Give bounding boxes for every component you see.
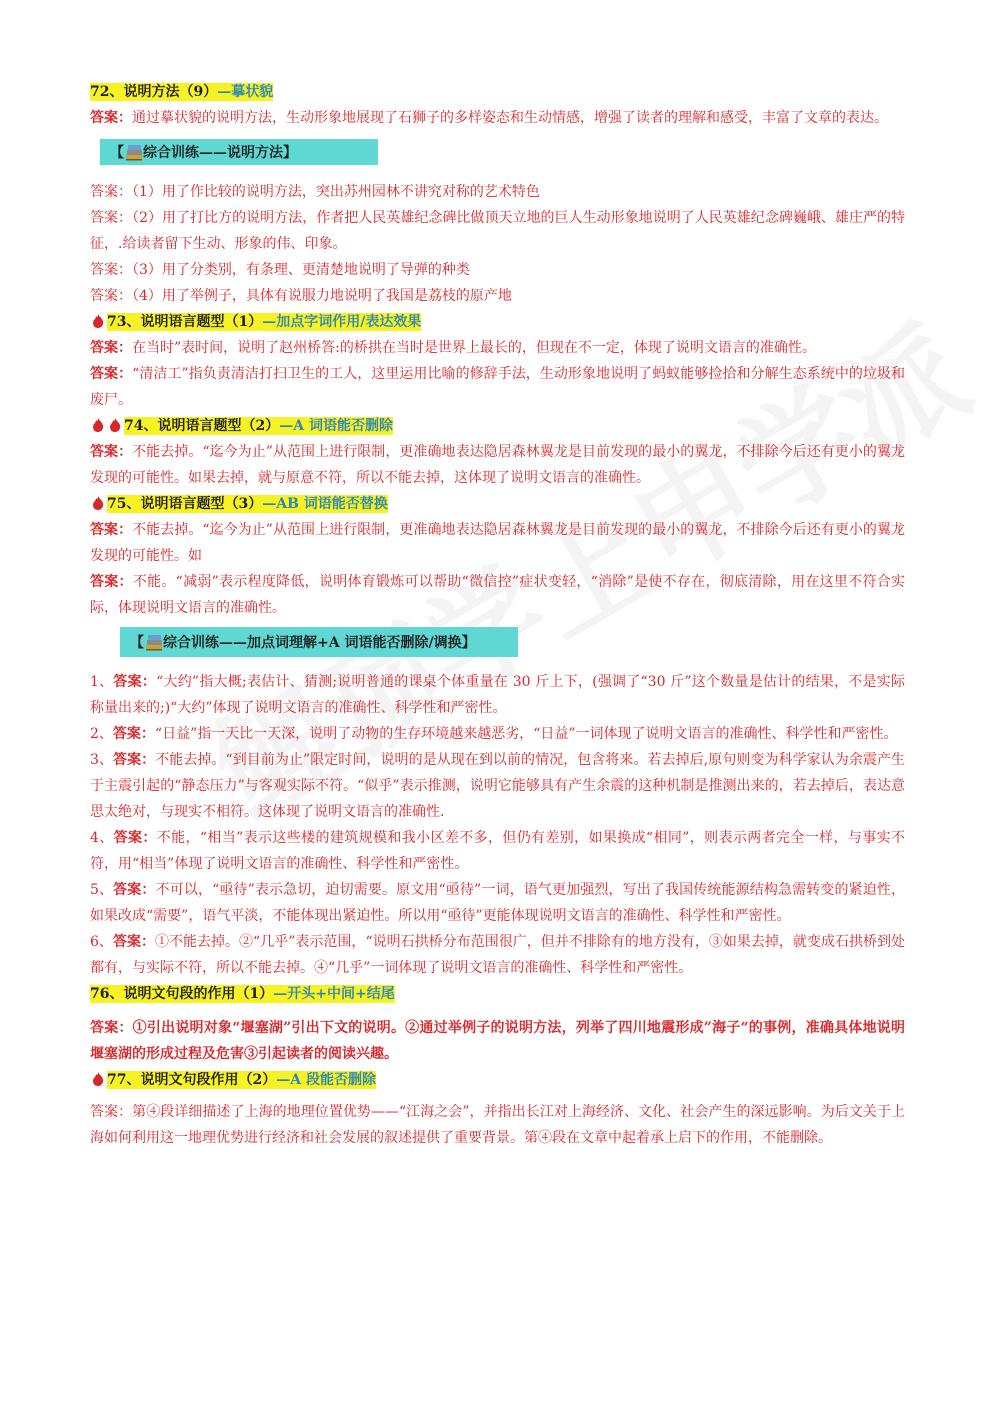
exercise1-answer-4: 答案：（4）用了举例子，具体有说服力地说明了我国是荔枝的原产地 (90, 288, 512, 304)
answer-text: 不能。“减弱”表示程度降低，说明体育锻炼可以帮助“微信控”症状变轻，“消除”是使不存在，彻底清除，用在这里不符合实际，体现说明文语言的准确性。 (90, 574, 905, 616)
answer-label: 答案： (112, 934, 155, 950)
flame-icon (90, 311, 106, 325)
answer-text: “日益”指一天比一天深，说明了动物的生存环境越来越恶劣，“日益”一词体现了说明文语言的准确性、科学性和严密性。 (154, 726, 898, 742)
exercise2-answer-3 (90, 747, 905, 825)
answer-label: 答案： (90, 444, 133, 460)
heading-74-num: 74、说明语言题型（2） (124, 418, 280, 434)
heading-77-sub: —A 段能否删除 (276, 1072, 376, 1088)
answer-label: 答案： (90, 340, 132, 356)
flame-icon (107, 415, 123, 429)
heading-76-num: 76、说明文句段的作用（1） (90, 986, 274, 1002)
banner-title: 综合训练——说明方法】 (143, 145, 297, 161)
item-number: 5、 (90, 882, 114, 898)
heading-75 (90, 491, 905, 517)
heading-72-num: 72、说明方法（9） (90, 84, 218, 100)
heading-77-num: 77、说明文句段作用（2） (107, 1072, 277, 1088)
heading-72-sub: —摹状貌 (217, 84, 274, 100)
banner-bracket: 【 (110, 145, 124, 161)
item-number: 1、 (90, 674, 114, 690)
exercise2-answer-1 (90, 669, 905, 721)
item-number: 4、 (90, 830, 114, 846)
answer-label: 答案： (90, 522, 133, 538)
answer-75-1 (90, 517, 905, 569)
answer-label: 答案： (112, 726, 155, 742)
answer-label: 答案： (90, 366, 133, 382)
exercise1-answer-3: 答案：（3）用了分类别，有条理、更清楚地说明了导弹的种类 (90, 262, 470, 278)
answer-label: 答案： (113, 882, 156, 898)
answer-72 (90, 105, 905, 131)
heading-77 (90, 1067, 905, 1093)
answer-76 (90, 1015, 905, 1067)
heading-74 (90, 413, 905, 439)
answer-text: ①引出说明对象“堰塞湖”引出下文的说明。②通过举例子的说明方法，列举了四川地震形成”海子“的事例，准确具体地说明堰塞湖的形成过程及危害③引起读者的阅读兴趣。 (90, 1020, 905, 1062)
exercise1-answer-1: 答案：（1）用了作比较的说明方法，突出苏州园林不讲究对称的艺术特色 (90, 184, 540, 200)
item-number: 3、 (90, 752, 114, 768)
answer-text: 不可以，“亟待”表示急切，迫切需要。原文用“亟待”一词，语气更加强烈，写出了我国传统能源结构急需转变的紧迫性，如果改成“需要”，语气平淡，不能体现出紧迫性。所以用“亟待”更能体现说明文语言的准确性、科学性和严密性。 (90, 882, 905, 924)
banner-bracket: 【 (130, 635, 144, 651)
heading-76 (90, 981, 905, 1007)
answer-text: “清洁工”指负责清洁打扫卫生的工人，这里运用比喻的修辞手法，生动形象地说明了蚂蚁能够捡拾和分解生态系统中的垃圾和废尸。 (90, 366, 906, 408)
answer-label: 答案： (113, 674, 157, 690)
heading-72 (90, 79, 905, 105)
answer-text: 不能去掉。“迄今为止”从范围上进行限制，更准确地表达隐居森林翼龙是目前发现的最小的翼龙，不排除今后还有更小的翼龙发现的可能性。如果去掉，就与原意不符，所以不能去掉，这体现了说明文语言的准确性。 (90, 444, 906, 486)
answer-text: 通过摹状貌的说明方法，生动形象地展现了石狮子的多样姿态和生动情感，增强了读者的理解和感受，丰富了文章的表达。 (132, 110, 888, 126)
heading-75-num: 75、说明语言题型（3） (107, 496, 263, 512)
heading-73-num: 73、说明语言题型（1） (107, 314, 263, 330)
answer-label: 答案： (90, 1020, 133, 1036)
answer-text: 不能去掉。“到目前为止”限定时间，说明的是从现在到以前的情况，包含将来。若去掉后,原句则变为科学家认为余震产生于主震引起的“静态压力”与客观实际不符。“似乎”表示推测，说明它能够具有产生余震的这种机制是推测出来的，若去掉后，表达意思太绝对，与现实不相符。这体现了说明文语言的准确性. (90, 752, 905, 820)
heading-75-sub: —AB 词语能否替换 (262, 496, 388, 512)
section-banner-1 (100, 139, 378, 165)
banner-title: 综合训练——加点词理解+A 词语能否删除/调换】 (163, 635, 476, 651)
answer-75-2 (90, 569, 905, 621)
answer-74 (90, 439, 905, 491)
section-banner-2 (120, 627, 518, 657)
exercise2-answer-5 (90, 877, 905, 929)
answer-73-2 (90, 361, 905, 413)
answer-text: 不能，“相当”表示这些楼的建筑规模和我小区差不多，但仍有差别，如果换成“相同”，则表示两者完全一样，与事实不符，用“相当”体现了说明文语言的准确性、科学性和严密性。 (90, 830, 905, 872)
exercise1-answer-2: 答案：（2）用了打比方的说明方法，作者把人民英雄纪念碑比做顶天立地的巨人生动形象地说明了人民英雄纪念碑巍峨、雄庄严的特征，.给读者留下生动、形象的伟、印象。 (90, 210, 905, 252)
flame-icon (90, 493, 106, 507)
exercise2-answer-4 (90, 825, 905, 877)
heading-73-sub: —加点字词作用/表达效果 (262, 314, 422, 330)
answer-text: 在当时”表时间，说明了赵州桥答:的桥拱在当时是世界上最长的，但现在不一定，体现了说明文语言的准确性。 (132, 340, 816, 356)
flame-icon (90, 1069, 106, 1083)
item-number: 6、 (90, 934, 113, 950)
answer-label: 答案： (90, 574, 133, 590)
heading-74-sub: —A 词语能否删除 (279, 418, 393, 434)
answer-73-1 (90, 335, 905, 361)
exercise2-answer-2 (90, 721, 905, 747)
heading-73 (90, 309, 905, 335)
document-page (90, 79, 905, 1151)
exercise2-answer-6 (90, 929, 905, 981)
answer-label: 答案： (113, 752, 156, 768)
answer-text: ①不能去掉。②“几乎”表示范围，“说明石拱桥分布范围很广，但并不排除有的地方没有，③如果去掉，就变成石拱桥到处都有，与实际不符，所以不能去掉。④“几乎”一词体现了说明文语言的准确性、科学性和严密性。 (90, 934, 905, 976)
answer-label: 答案： (90, 110, 132, 126)
answer-label: 答案： (113, 830, 157, 846)
answer-77: 答案：第④段详细描述了上海的地理位置优势——“江海之会”，并指出长江对上海经济、文化、社会产生的深远影响。为后文关于上海如何利用这一地理优势进行经济和社会发展的叙述提供了重要背景。第④段在文章中起着承上启下的作用，不能删除。 (90, 1104, 905, 1146)
answer-text: “大约”指大概;表估计、猜测;说明普通的课桌个体重量在 30 斤上下，(强调了“30 斤”这个数量是估计的结果，不是实际称量出来的;)“大约”体现了说明文语言的准确性、科学性和严密性。 (90, 674, 905, 716)
heading-76-sub: —开头+中间+结尾 (273, 986, 395, 1002)
item-number: 2、 (90, 726, 113, 742)
flame-icon (90, 415, 106, 429)
answer-text: 不能去掉。“迄今为止”从范围上进行限制，更准确地表达隐居森林翼龙是目前发现的最小的翼龙，不排除今后还有更小的翼龙发现的可能性。如 (90, 522, 906, 564)
